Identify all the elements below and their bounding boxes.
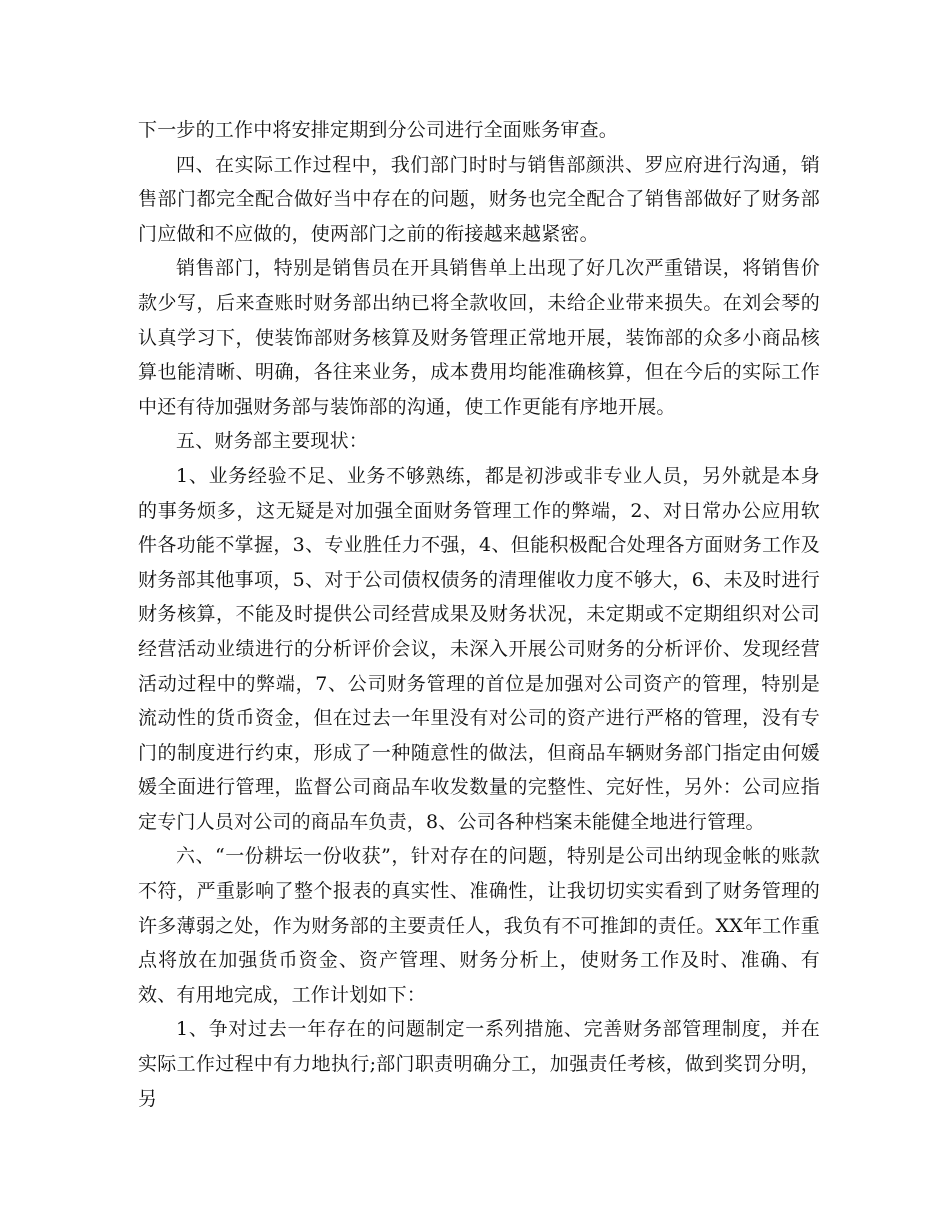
paragraph-2: 四、在实际工作过程中，我们部门时时与销售部颜洪、罗应府进行沟通，销售部门都完全配合做好当中存在的问题，财务也完全配合了销售部做好了财务部门应做和不应做的，使两部门之前的衔接越来越紧密。	[138, 153, 820, 245]
paragraph-4: 五、财务部主要现状：	[176, 430, 369, 453]
paragraph-6: 六、“一份耕坛一份收获”，针对存在的问题，特别是公司出纳现金帐的账款不符，严重影响了整个报表的真实性、准确性，让我切切实实看到了财务管理的许多薄弱之处，作为财务部的主要责任人，我负有不可推卸的责任。XX年工作重点将放在加强货币资金、资产管理、财务分析上，使财务工作及时、准确、有效、有用地完成，工作计划如下：	[138, 845, 820, 1006]
paragraph-5: 1、业务经验不足、业务不够熟练，都是初涉或非专业人员，另外就是本身的事务烦多，这无疑是对加强全面财务管理工作的弊端，2、对日常办公应用软件各功能不掌握，3、专业胜任力不强，4、但能积极配合处理各方面财务工作及财务部其他事项，5、对于公司债权债务的清理催收力度不够大，6、未及时进行财务核算，不能及时提供公司经营成果及财务状况，未定期或不定期组织对公司经营活动业绩进行的分析评价会议，未深入开展公司财务的分析评价、发现经营活动过程中的弊端，7、公司财务管理的首位是加强对公司资产的管理，特别是流动性的货币资金，但在过去一年里没有对公司的资产进行严格的管理，没有专门的制度进行约束，形成了一种随意性的做法，但商品车辆财务部门指定由何媛媛全面进行管理，监督公司商品车收发数量的完整性、完好性，另外：公司应指定专门人员对公司的商品车负责，8、公司各种档案未能健全地进行管理。	[138, 464, 820, 833]
document-body	[138, 113, 820, 1116]
paragraph-7: 1、争对过去一年存在的问题制定一系列措施、完善财务部管理制度，并在实际工作过程中有力地执行;部门职责明确分工，加强责任考核，做到奖罚分明，另	[138, 1018, 820, 1110]
paragraph-3: 销售部门，特别是销售员在开具销售单上出现了好几次严重错误，将销售价款少写，后来查账时财务部出纳已将全款收回，未给企业带来损失。在刘会琴的认真学习下，使装饰部财务核算及财务管理正常地开展，装饰部的众多小商品核算也能清晰、明确，各往来业务，成本费用均能准确核算，但在今后的实际工作中还有待加强财务部与装饰部的沟通，使工作更能有序地开展。	[138, 257, 820, 418]
paragraph-1: 下一步的工作中将安排定期到分公司进行全面账务审查。	[138, 119, 619, 141]
